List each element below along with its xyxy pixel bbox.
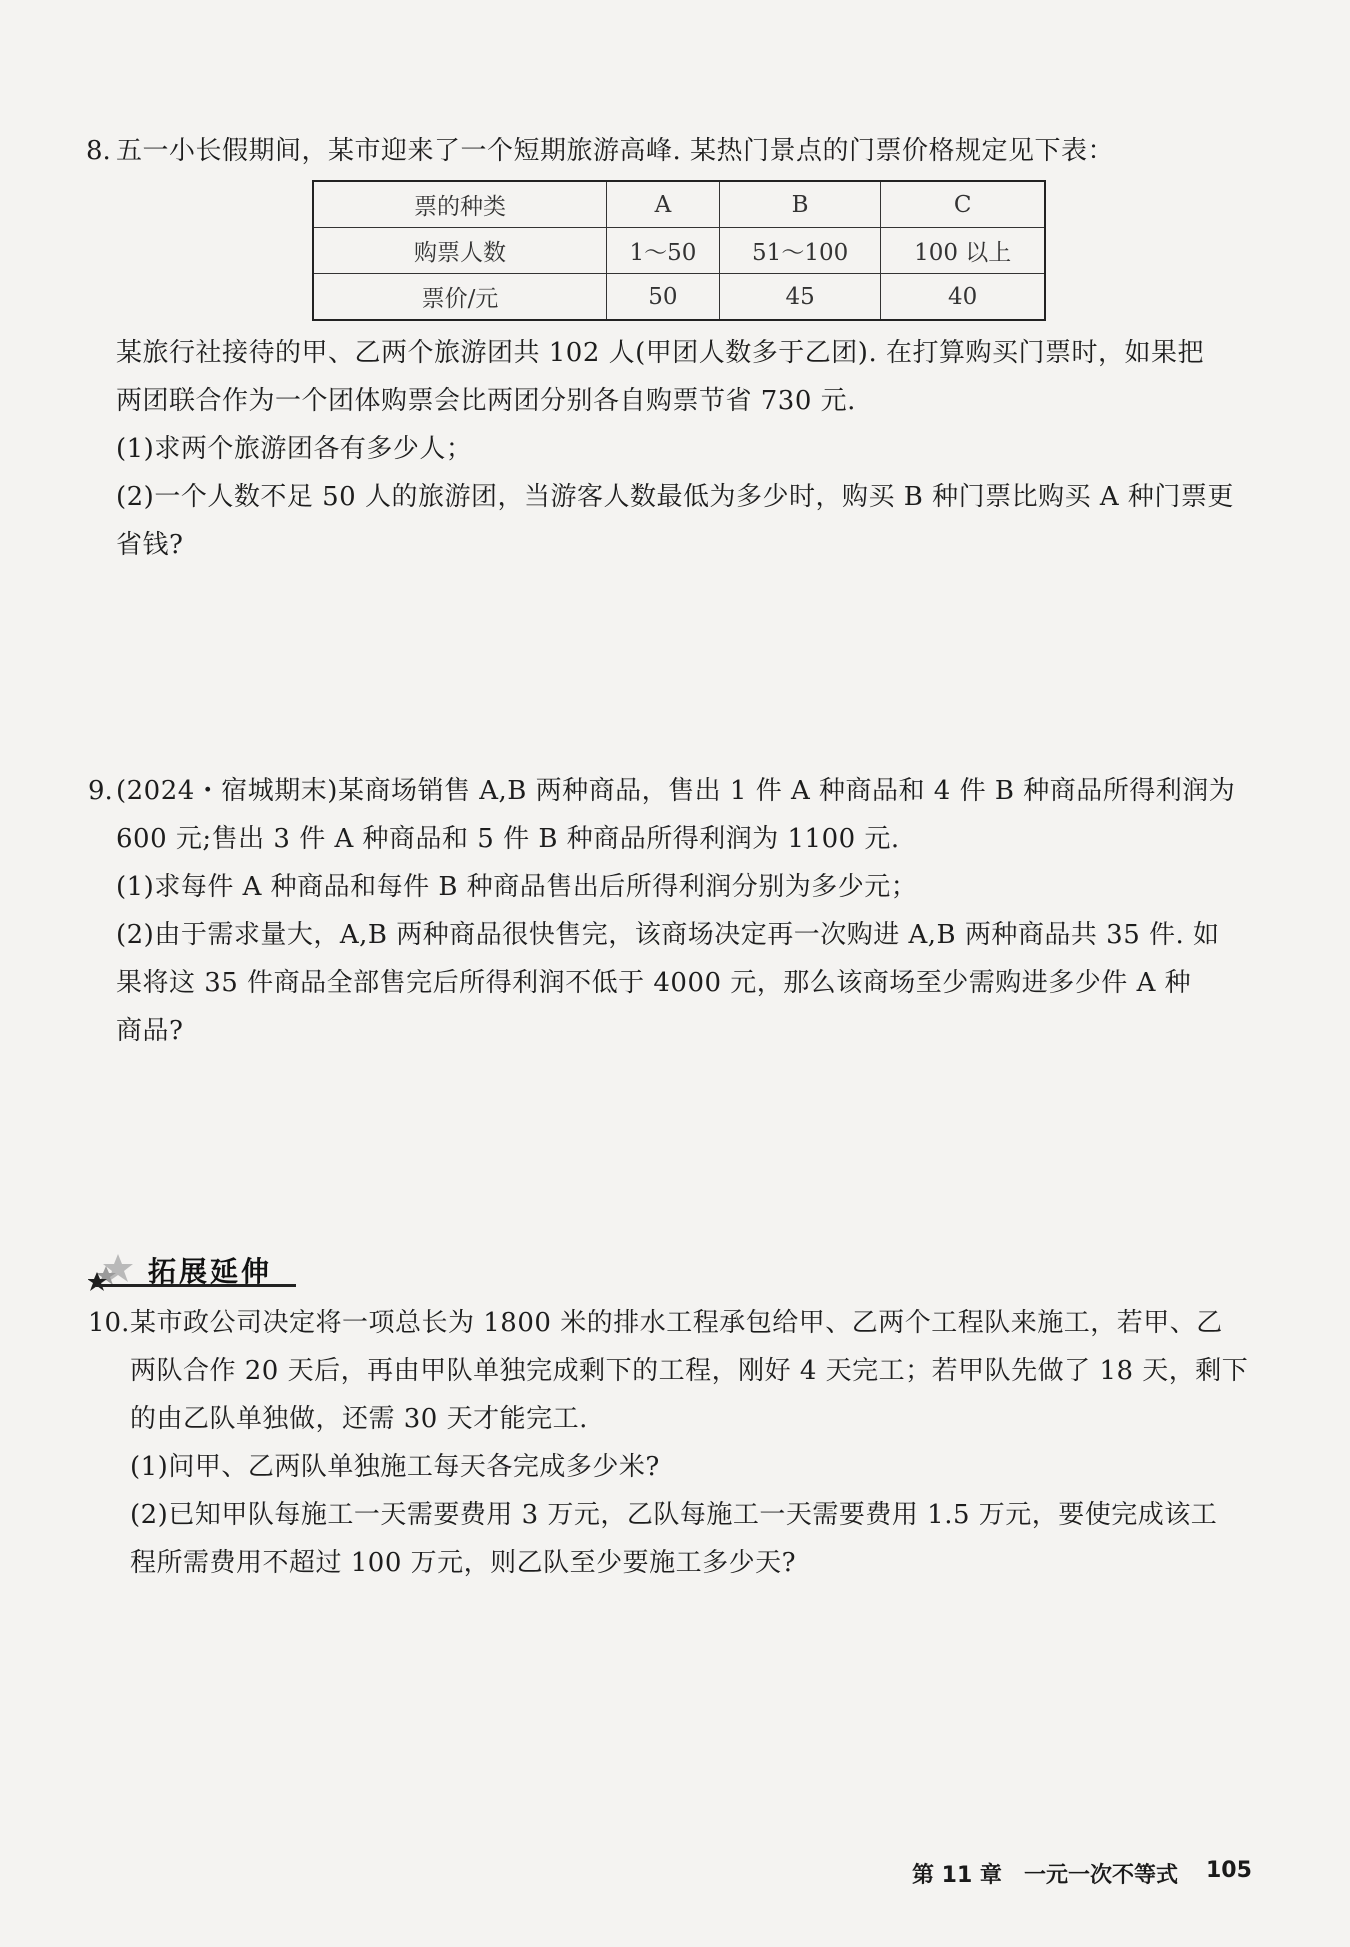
q10-line: 的由乙队单独做，还需 30 天才能完工. bbox=[130, 1404, 588, 1434]
footer-chapter: 第 11 章 bbox=[912, 1863, 1002, 1888]
q8-body-line: 某旅行社接待的甲、乙两个旅游团共 102 人(甲团人数多于乙团). 在打算购买门票时，如果把 bbox=[116, 338, 1204, 368]
q9-part2-line: 商品? bbox=[116, 1016, 184, 1046]
table-row bbox=[313, 228, 1045, 274]
table-cell: 51～100 bbox=[719, 228, 881, 274]
table-cell: 票价/元 bbox=[313, 274, 607, 321]
section-heading bbox=[88, 1248, 300, 1292]
page-number: 105 bbox=[1206, 1858, 1252, 1883]
q8-body-line: 两团联合作为一个团体购票会比两团分别各自购票节省 730 元. bbox=[116, 386, 856, 416]
table-cell: 45 bbox=[719, 274, 881, 321]
q8-part1: (1)求两个旅游团各有多少人； bbox=[116, 434, 473, 464]
q8-part2-line: 省钱? bbox=[116, 530, 184, 560]
table-cell: 1～50 bbox=[607, 228, 720, 274]
table-row bbox=[313, 181, 1045, 228]
section-title: 拓展延伸 bbox=[148, 1255, 273, 1288]
table-cell: B bbox=[719, 181, 881, 228]
table-cell: 40 bbox=[881, 274, 1045, 321]
table-row bbox=[313, 274, 1045, 321]
table-cell: 购票人数 bbox=[313, 228, 607, 274]
table-cell: C bbox=[881, 181, 1045, 228]
q10-part2-line: (2)已知甲队每施工一天需要费用 3 万元，乙队每施工一天需要费用 1.5 万元，要使完成该工 bbox=[130, 1500, 1218, 1530]
q9-part2-line: (2)由于需求量大，A,B 两种商品很快售完，该商场决定再一次购进 A,B 两种商品共 35 件. 如 bbox=[116, 920, 1220, 950]
ticket-price-table bbox=[312, 180, 1046, 321]
q9-line: 600 元;售出 3 件 A 种商品和 5 件 B 种商品所得利润为 1100 元. bbox=[116, 824, 900, 854]
q10-part2-line: 程所需费用不超过 100 万元，则乙队至少要施工多少天? bbox=[130, 1548, 797, 1578]
q8-part2-line: (2)一个人数不足 50 人的旅游团，当游客人数最低为多少时，购买 B 种门票比购买 A 种门票更 bbox=[116, 482, 1234, 512]
table-cell: 100 以上 bbox=[881, 228, 1045, 274]
q10-number: 10. bbox=[88, 1308, 130, 1338]
q8-intro: 五一小长假期间，某市迎来了一个短期旅游高峰. 某热门景点的门票价格规定见下表： bbox=[116, 136, 1115, 166]
table-cell: 50 bbox=[607, 274, 720, 321]
q9-part2-line: 果将这 35 件商品全部售完后所得利润不低于 4000 元，那么该商场至少需购进多少件 A 种 bbox=[116, 968, 1192, 998]
q8-number: 8. bbox=[86, 136, 111, 166]
q9-line: (2024・宿城期末)某商场销售 A,B 两种商品，售出 1 件 A 种商品和 4 件 B 种商品所得利润为 bbox=[116, 776, 1236, 806]
q9-part1: (1)求每件 A 种商品和每件 B 种商品售出后所得利润分别为多少元； bbox=[116, 872, 918, 902]
q10-line: 两队合作 20 天后，再由甲队单独完成剩下的工程，刚好 4 天完工；若甲队先做了 18 天，剩下 bbox=[130, 1356, 1249, 1386]
q10-part1: (1)问甲、乙两队单独施工每天各完成多少米? bbox=[130, 1452, 660, 1482]
q10-line: 某市政公司决定将一项总长为 1800 米的排水工程承包给甲、乙两个工程队来施工，若甲、乙 bbox=[130, 1308, 1223, 1338]
q9-number: 9. bbox=[88, 776, 113, 806]
table-cell: A bbox=[607, 181, 720, 228]
table-cell: 票的种类 bbox=[313, 181, 607, 228]
footer-topic: 一元一次不等式 bbox=[1024, 1863, 1179, 1888]
